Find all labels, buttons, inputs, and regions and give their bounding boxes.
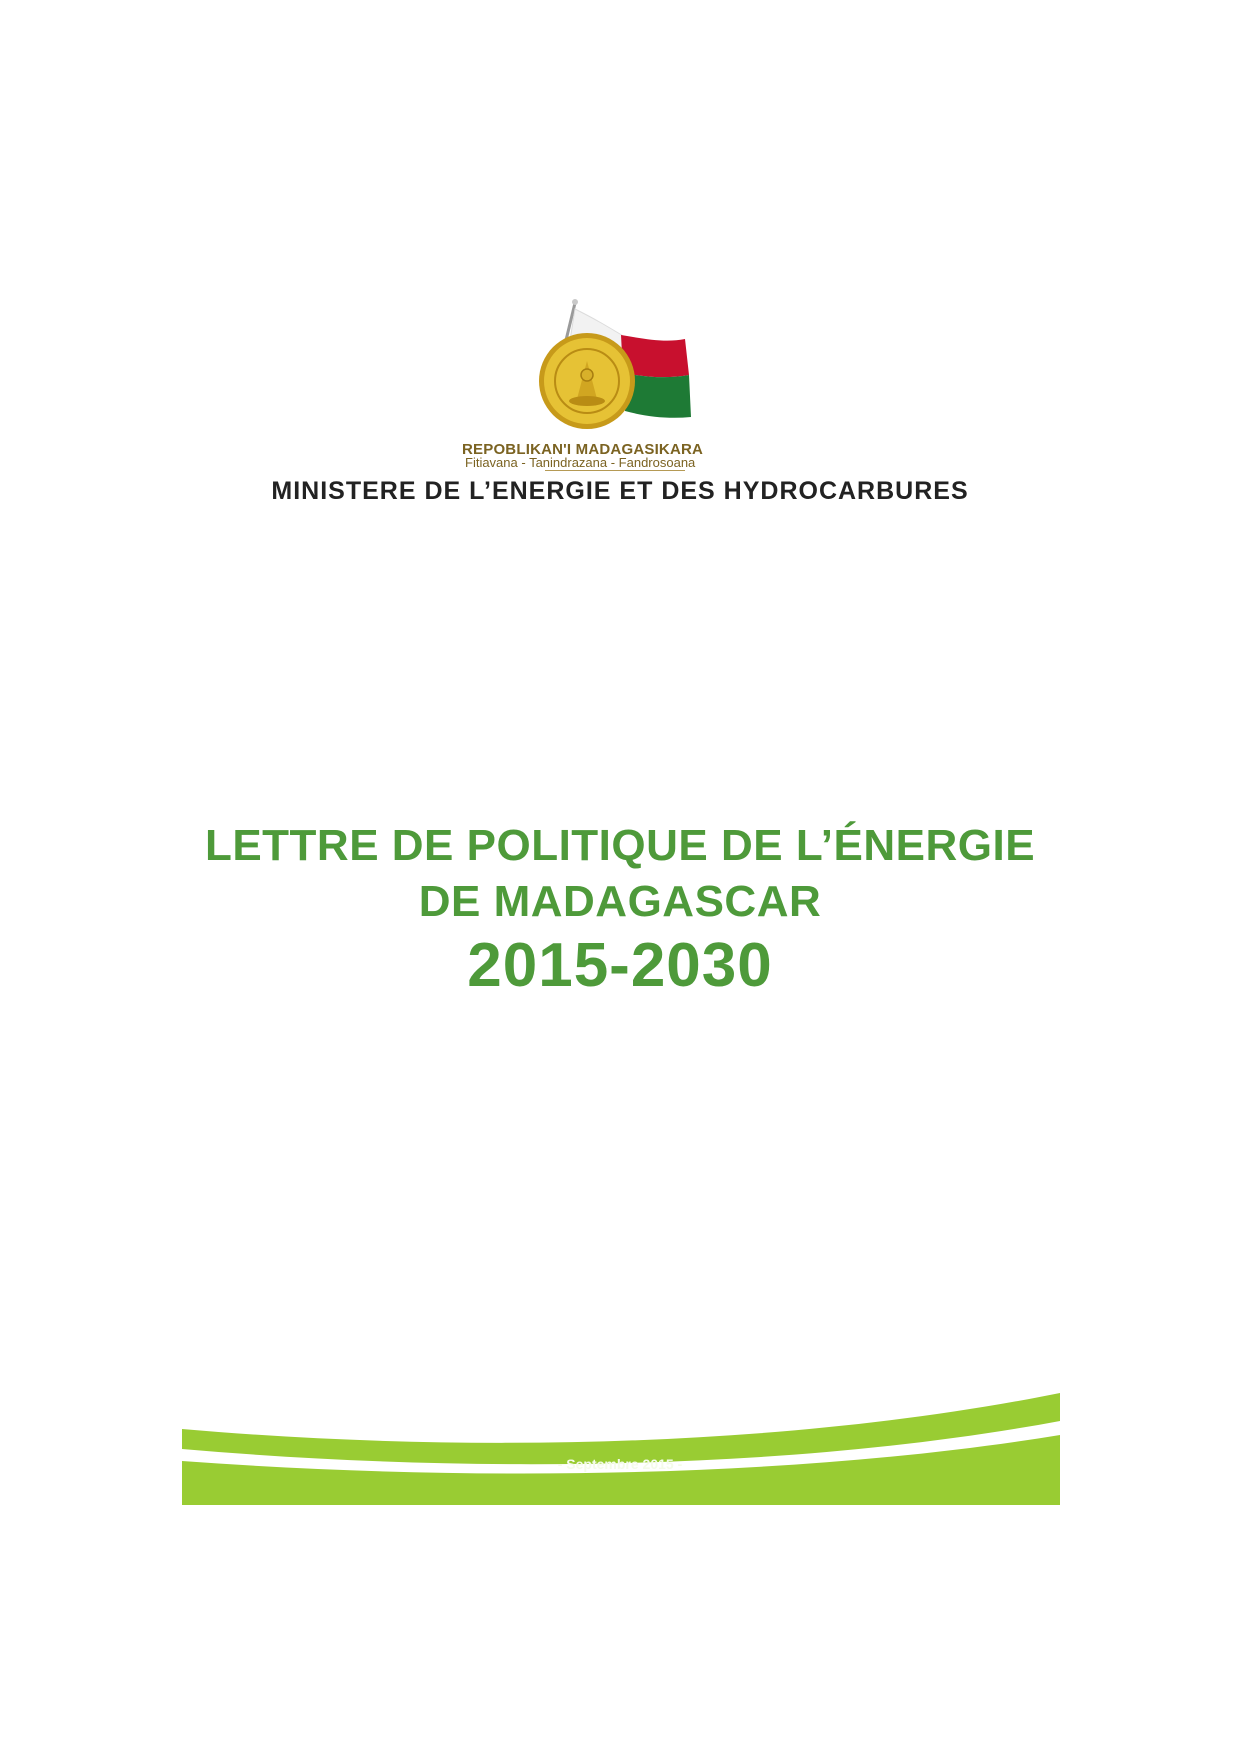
republic-motto: Fitiavana - Tanindrazana - Fandrosoana: [465, 455, 696, 470]
motto-divider: [545, 470, 685, 471]
seal-and-flag-icon: [525, 295, 715, 440]
title-line-1: LETTRE DE POLITIQUE DE L’ÉNERGIE: [204, 821, 1036, 870]
footer-band: [182, 1385, 1060, 1505]
document-title: [0, 818, 1240, 930]
document-years: 2015-2030: [467, 931, 773, 1000]
green-wave-decoration: [182, 1385, 1060, 1505]
republic-name: REPOBLIKAN'I MADAGASIKARA: [462, 441, 704, 458]
ministry-name: MINISTERE DE L’ENERGIE ET DES HYDROCARBURES: [271, 477, 969, 505]
title-line-2: DE MADAGASCAR: [418, 877, 822, 926]
madagascar-emblem-logo: [525, 295, 715, 440]
publication-date: - Septembre 2015 -: [557, 1456, 683, 1472]
